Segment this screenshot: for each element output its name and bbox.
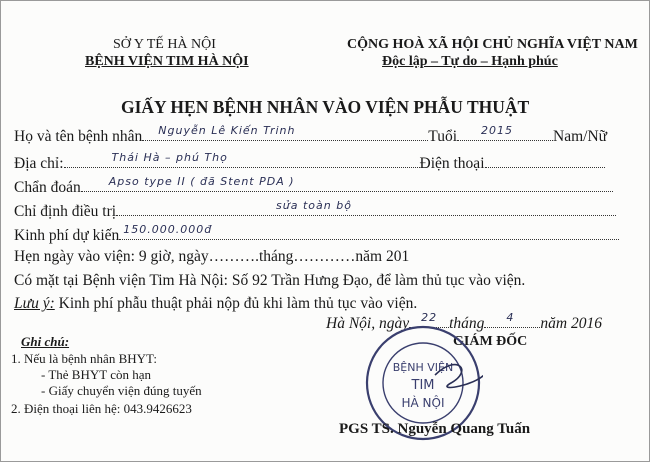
indication-label: Chỉ định điều trị (14, 203, 117, 220)
notes-item-1b: - Giấy chuyển viện đúng tuyến (41, 383, 202, 398)
indication-value: sửa toàn bộ (276, 199, 352, 212)
gender-label: Nam/Nữ (553, 128, 608, 145)
month-label: tháng (449, 315, 485, 332)
age-field (457, 124, 553, 141)
address-value: Thái Hà – phú Thọ (111, 151, 228, 164)
appointment-row: Hẹn ngày vào viện: 9 giờ, ngày……….tháng…………năm 201 (14, 248, 410, 265)
name-field (142, 124, 428, 141)
director-title: GIÁM ĐỐC (453, 334, 528, 349)
stamp-line-3: HÀ NỘI (401, 396, 445, 410)
date-place: Hà Nội, ngày (326, 315, 410, 332)
signer-name: PGS TS. Nguyễn Quang Tuấn (339, 421, 531, 437)
address-field (64, 151, 420, 168)
cost-field (119, 223, 619, 240)
page-title: GIẤY HẸN BỆNH NHÂN VÀO VIỆN PHẪU THUẬT (121, 97, 530, 117)
name-label: Họ và tên bệnh nhân (14, 128, 143, 145)
name-row (14, 124, 608, 146)
notes-title: Ghi chú: (21, 334, 70, 349)
diagnosis-label: Chẩn đoán (14, 179, 81, 196)
month-field (484, 311, 540, 328)
diagnosis-field (81, 175, 613, 192)
attend-row: Có mặt tại Bệnh viện Tim Hà Nội: Số 92 Trần Hưng Đạo, để làm thủ tục vào viện. (14, 272, 526, 289)
phone-label: Điện thoại (419, 155, 485, 172)
phone-field (485, 154, 605, 168)
year-label: năm 2016 (540, 315, 602, 332)
diagnosis-row (14, 175, 613, 197)
country-name: CỘNG HOÀ XÃ HỘI CHỦ NGHĨA VIỆT NAM (347, 37, 638, 52)
cost-value: 150.000.000đ (123, 223, 213, 236)
cost-row (14, 223, 619, 245)
name-value: Nguyễn Lê Kiến Trinh (158, 124, 296, 137)
age-label: Tuổi (428, 128, 458, 145)
notes-item-1a: - Thẻ BHYT còn hạn (41, 367, 151, 382)
hospital-name: BỆNH VIỆN TIM HÀ NỘI (85, 54, 249, 69)
note-row (14, 295, 417, 313)
note-text: Kinh phí phẫu thuật phải nộp đủ khi làm thủ tục vào viện. (58, 295, 418, 312)
indication-field (116, 199, 616, 216)
notes-item-2: 2. Điện thoại liên hệ: 043.9426623 (11, 401, 192, 416)
day-value: 22 (421, 311, 438, 324)
diagnosis-value: Apso type II ( đã Stent PDA ) (108, 175, 295, 188)
indication-row (14, 199, 616, 221)
address-row (14, 151, 605, 173)
stamp-line-2: TIM (411, 378, 435, 393)
month-value: 4 (506, 311, 515, 324)
notes-item-1: 1. Nếu là bệnh nhân BHYT: (11, 351, 157, 366)
ministry-name: SỞ Y TẾ HÀ NỘI (113, 37, 216, 52)
stamp-line-1: BỆNH VIỆN (392, 361, 454, 374)
cost-label: Kinh phí dự kiến (14, 227, 120, 244)
age-value: 2015 (481, 124, 514, 137)
address-label: Địa chỉ: (14, 155, 64, 172)
motto: Độc lập – Tự do – Hạnh phúc (382, 54, 558, 69)
note-label: Lưu ý: (14, 295, 55, 312)
